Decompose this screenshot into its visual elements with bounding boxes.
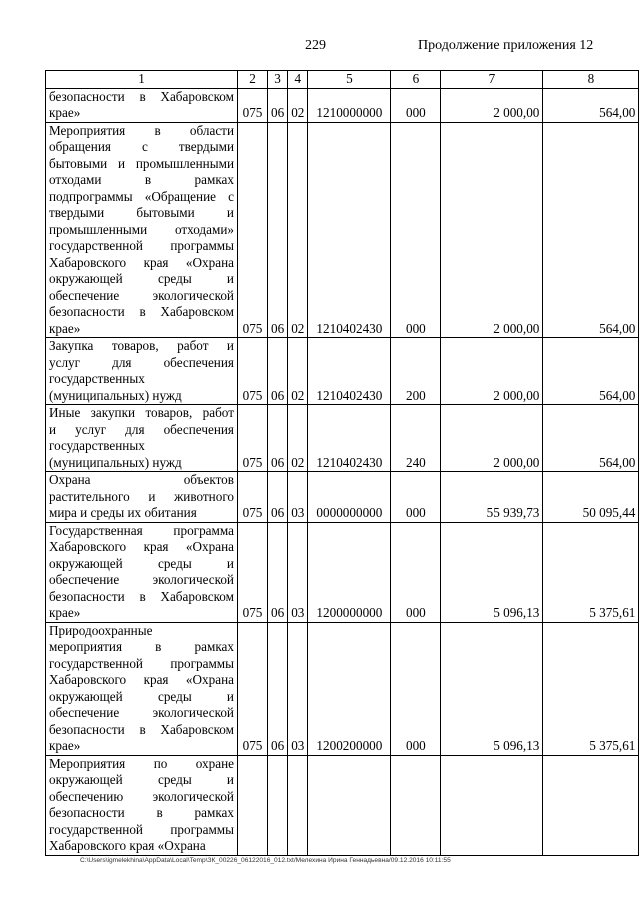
description-line: крае» [49, 320, 81, 336]
section-code: 06 [268, 622, 288, 755]
section-code: 06 [268, 338, 288, 405]
description-line: окружающей среды и [49, 772, 234, 787]
description-line: растительного и животного [49, 488, 234, 504]
description-line: отходами в рамках [49, 172, 234, 187]
description-line: безопасности в Хабаровском [49, 588, 234, 604]
ministry-code: 075 [238, 338, 268, 405]
row-description [46, 622, 238, 755]
description-line: Мероприятия по охране [49, 755, 234, 771]
table-row [46, 88, 639, 122]
ministry-code: 075 [238, 405, 268, 472]
description-line: государственной программы [49, 238, 234, 253]
subsection-code: 02 [288, 88, 308, 122]
description-line: безопасности в рамках [49, 805, 234, 820]
table-row [46, 472, 639, 523]
description-line: бытовыми и промышленными [49, 155, 234, 171]
column-header: 1 [46, 71, 238, 89]
expense-type-code [391, 755, 441, 855]
description-line: услуг для обеспечения [49, 354, 234, 370]
expense-type-code: 000 [391, 622, 441, 755]
column-header: 8 [543, 71, 639, 89]
amount-year-1: 5 096,13 [441, 622, 543, 755]
target-article-code: 1200200000 [308, 622, 391, 755]
description-line: крае» [49, 738, 81, 753]
description-line: окружающей среды и [49, 271, 234, 286]
description-line: Природоохранные [49, 622, 153, 638]
description-line: окружающей среды и [49, 688, 234, 704]
row-description [46, 405, 238, 472]
description-line: Иные закупки товаров, работ [49, 405, 234, 420]
description-line: государственной программы [49, 655, 234, 671]
table-row [46, 405, 639, 472]
row-description [46, 472, 238, 523]
description-line: крае» [49, 105, 81, 120]
description-line: Закупка товаров, работ и [49, 338, 234, 353]
description-line: твердыми бытовыми и [49, 205, 234, 220]
amount-year-1: 55 939,73 [441, 472, 543, 523]
description-line: мира и среды их обитания [49, 505, 197, 520]
description-line: государственных [49, 438, 145, 453]
amount-year-2 [543, 755, 639, 855]
description-line: обращения с твердыми [49, 139, 234, 154]
description-line: окружающей среды и [49, 555, 234, 571]
table-row [46, 755, 639, 855]
table-row [46, 522, 639, 622]
section-code: 06 [268, 122, 288, 338]
ministry-code: 075 [238, 88, 268, 122]
amount-year-2: 5 375,61 [543, 522, 639, 622]
description-line: обеспечение экологической [49, 572, 234, 587]
ministry-code [238, 755, 268, 855]
expense-type-code: 000 [391, 88, 441, 122]
subsection-code: 02 [288, 405, 308, 472]
subsection-code [288, 755, 308, 855]
table-row [46, 622, 639, 755]
ministry-code: 075 [238, 522, 268, 622]
column-header: 3 [268, 71, 288, 89]
table-row [46, 122, 639, 338]
description-line: Хабаровского края «Охрана [49, 254, 234, 270]
section-code: 06 [268, 88, 288, 122]
description-line: Мероприятия в области [49, 122, 234, 138]
column-header: 4 [288, 71, 308, 89]
amount-year-1: 5 096,13 [441, 522, 543, 622]
expense-type-code: 000 [391, 522, 441, 622]
column-header: 6 [391, 71, 441, 89]
target-article-code: 1210000000 [308, 88, 391, 122]
header-row [46, 71, 639, 89]
target-article-code: 1210402430 [308, 122, 391, 338]
row-description [46, 88, 238, 122]
expense-type-code: 200 [391, 338, 441, 405]
budget-table [45, 70, 639, 856]
column-header: 2 [238, 71, 268, 89]
amount-year-2: 564,00 [543, 88, 639, 122]
amount-year-2: 5 375,61 [543, 622, 639, 755]
description-line: Хабаровского края «Охрана [49, 539, 234, 554]
description-line: крае» [49, 605, 81, 620]
description-line: Хабаровского края «Охрана [49, 672, 234, 687]
column-header: 7 [441, 71, 543, 89]
description-line: государственной программы [49, 821, 234, 837]
description-line: Охрана объектов [49, 472, 234, 487]
page-number: 229 [305, 38, 326, 53]
amount-year-1: 2 000,00 [441, 338, 543, 405]
table-row [46, 338, 639, 405]
amount-year-1: 2 000,00 [441, 88, 543, 122]
expense-type-code: 000 [391, 122, 441, 338]
amount-year-1 [441, 755, 543, 855]
amount-year-2: 564,00 [543, 122, 639, 338]
target-article-code: 0000000000 [308, 472, 391, 523]
ministry-code: 075 [238, 472, 268, 523]
description-line: и услуг для обеспечения [49, 421, 234, 437]
subsection-code: 02 [288, 122, 308, 338]
ministry-code: 075 [238, 622, 268, 755]
description-line: подпрограммы «Обращение с [49, 188, 234, 204]
amount-year-1: 2 000,00 [441, 405, 543, 472]
row-description [46, 338, 238, 405]
continuation-title: Продолжение приложения 12 [418, 38, 594, 53]
expense-type-code: 000 [391, 472, 441, 523]
target-article-code: 1200000000 [308, 522, 391, 622]
subsection-code: 03 [288, 622, 308, 755]
row-description [46, 755, 238, 855]
description-line: обеспечение экологической [49, 287, 234, 303]
description-line: (муниципальных) нужд [49, 387, 182, 403]
section-code: 06 [268, 472, 288, 523]
description-line: безопасности в Хабаровском [49, 721, 234, 737]
row-description [46, 522, 238, 622]
amount-year-2: 564,00 [543, 338, 639, 405]
description-line: государственных [49, 371, 145, 386]
column-header: 5 [308, 71, 391, 89]
description-line: обеспечение экологической [49, 705, 234, 720]
subsection-code: 03 [288, 522, 308, 622]
description-line: безопасности в Хабаровском [49, 88, 234, 104]
section-code [268, 755, 288, 855]
ministry-code: 075 [238, 122, 268, 338]
amount-year-2: 564,00 [543, 405, 639, 472]
description-line: Государственная программа [49, 522, 234, 538]
description-line: мероприятия в рамках [49, 639, 234, 654]
description-line: обеспечению экологической [49, 788, 234, 804]
row-description [46, 122, 238, 338]
amount-year-1: 2 000,00 [441, 122, 543, 338]
target-article-code [308, 755, 391, 855]
description-line: промышленными отходами» [49, 221, 234, 237]
description-line: Хабаровского края «Охрана [49, 838, 206, 853]
target-article-code: 1210402430 [308, 338, 391, 405]
description-line: безопасности в Хабаровском [49, 304, 234, 319]
section-code: 06 [268, 405, 288, 472]
target-article-code: 1210402430 [308, 405, 391, 472]
section-code: 06 [268, 522, 288, 622]
subsection-code: 02 [288, 338, 308, 405]
expense-type-code: 240 [391, 405, 441, 472]
footer-file-path: C:\Users\igmelekhina\AppData\Local\Temp\ЗК_00226_06122016_012.txt/Мелехина Ирина Геннадьевна/09.12.2016 10:11:55 [80, 857, 451, 864]
subsection-code: 03 [288, 472, 308, 523]
description-line: (муниципальных) нужд [49, 454, 182, 470]
amount-year-2: 50 095,44 [543, 472, 639, 523]
